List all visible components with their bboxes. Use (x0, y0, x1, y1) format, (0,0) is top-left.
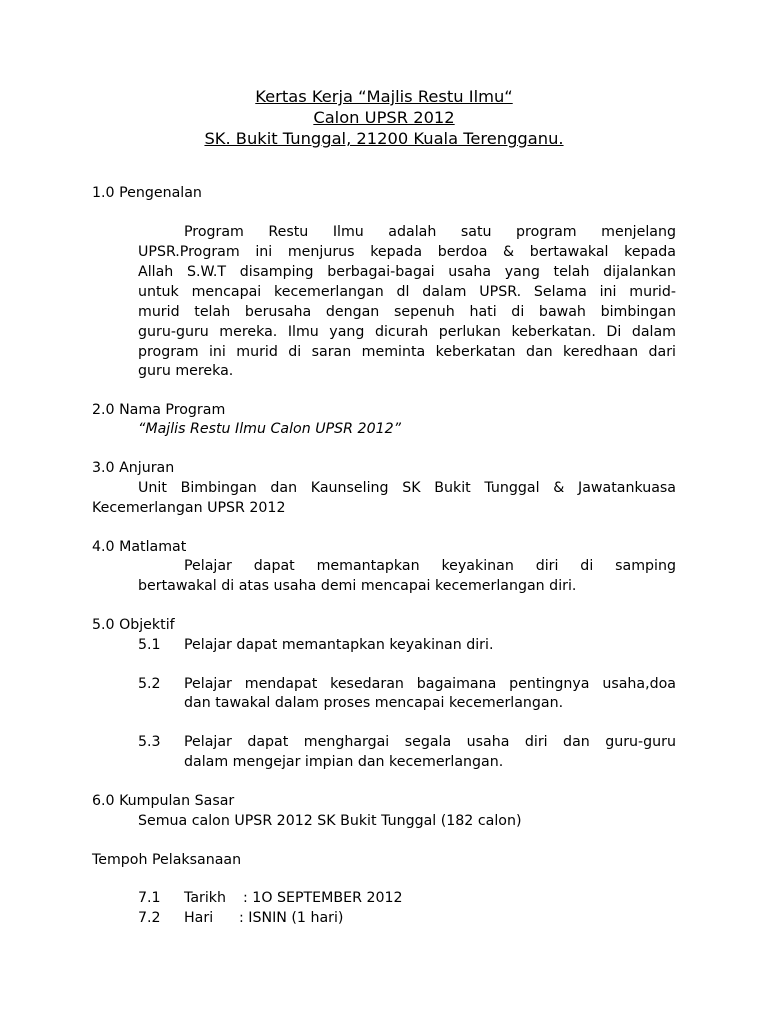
kumpulan-sasar-text: Semua calon UPSR 2012 SK Bukit Tunggal (182 calon) (138, 813, 522, 829)
tempoh-number-1: 7.1 (138, 890, 161, 906)
doc-title: Kertas Kerja “Majlis Restu Ilmu“ (255, 87, 513, 106)
section-heading-pengenalan: 1.0 Pengenalan (92, 185, 202, 201)
doc-subtitle: Calon UPSR 2012 (313, 108, 455, 127)
matlamat-line-2: bertawakal di atas usaha demi mencapai kecemerlangan diri. (138, 578, 577, 594)
section-heading-nama-program: 2.0 Nama Program (92, 402, 226, 418)
objektif-text-3a: Pelajar dapat menghargai segala usaha diri dan guru-guru (184, 734, 676, 750)
section-heading-kumpulan-sasar: 6.0 Kumpulan Sasar (92, 793, 235, 809)
pengenalan-line-5: murid telah berusaha dengan sepenuh hati di bawah bimbingan (138, 304, 676, 320)
tempoh-number-2: 7.2 (138, 910, 161, 926)
pengenalan-line-3: Allah S.W.T disamping berbagai-bagai usaha yang telah dijalankan (138, 264, 676, 280)
tempoh-label-hari: Hari (184, 910, 214, 926)
objektif-text-1: Pelajar dapat memantapkan keyakinan diri. (184, 637, 494, 653)
section-heading-anjuran: 3.0 Anjuran (92, 460, 175, 476)
program-name: “Majlis Restu Ilmu Calon UPSR 2012” (138, 421, 401, 437)
objektif-number-2: 5.2 (138, 676, 161, 692)
anjuran-line-2: Kecemerlangan UPSR 2012 (92, 500, 286, 516)
pengenalan-line-1: Program Restu Ilmu adalah satu program menjelang (184, 224, 676, 240)
objektif-text-2a: Pelajar mendapat kesedaran bagaimana pentingnya usaha,doa (184, 676, 676, 692)
doc-school: SK. Bukit Tunggal, 21200 Kuala Terengganu. (204, 129, 564, 148)
pengenalan-line-4: untuk mencapai kecemerlangan dl dalam UPSR. Selama ini murid- (138, 284, 676, 300)
objektif-text-3b: dalam mengejar impian dan kecemerlangan. (184, 754, 504, 770)
pengenalan-line-6: guru-guru mereka. Ilmu yang dicurah perlukan keberkatan. Di dalam (138, 324, 676, 340)
section-heading-tempoh: Tempoh Pelaksanaan (92, 852, 242, 868)
objektif-number-1: 5.1 (138, 637, 161, 653)
objektif-number-3: 5.3 (138, 734, 161, 750)
pengenalan-line-8: guru mereka. (138, 363, 234, 379)
objektif-text-2b: dan tawakal dalam proses mencapai kecemerlangan. (184, 695, 564, 711)
tempoh-label-tarikh: Tarikh (184, 890, 226, 906)
anjuran-line-1: Unit Bimbingan dan Kaunseling SK Bukit Tunggal & Jawatankuasa (138, 480, 676, 496)
tempoh-value-hari: : ISNIN (1 hari) (239, 910, 344, 926)
tempoh-value-tarikh: : 1O SEPTEMBER 2012 (243, 890, 403, 906)
section-heading-matlamat: 4.0 Matlamat (92, 539, 187, 555)
pengenalan-line-7: program ini murid di saran meminta keberkatan dan keredhaan dari (138, 344, 676, 360)
section-heading-objektif: 5.0 Objektif (92, 617, 175, 633)
matlamat-line-1: Pelajar dapat memantapkan keyakinan diri di samping (184, 558, 676, 574)
pengenalan-line-2: UPSR.Program ini menjurus kepada berdoa & bertawakal kepada (138, 244, 676, 260)
